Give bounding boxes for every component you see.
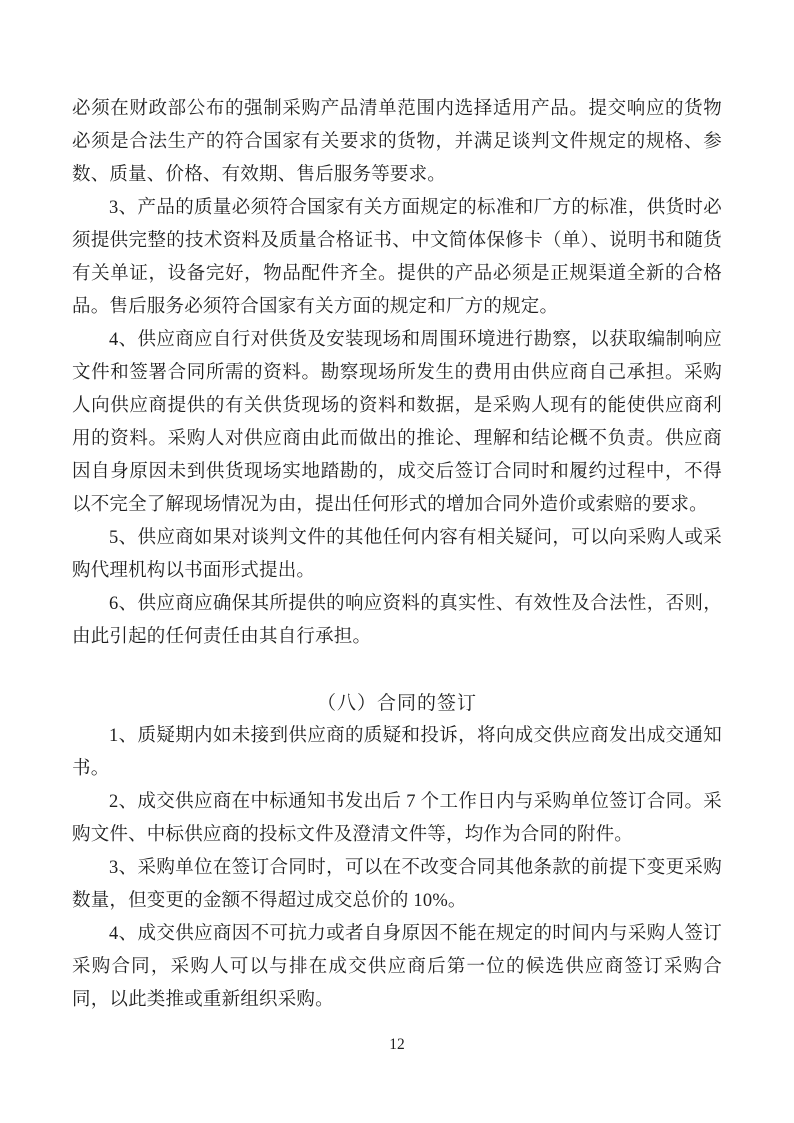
page-body bbox=[72, 93, 722, 1017]
paragraph-item-3: 3、产品的质量必须符合国家有关方面规定的标准和厂方的标准，供货时必须提供完整的技术资料及质量合格证书、中文简体保修卡（单）、说明书和随货有关单证，设备完好，物品配件齐全。提供的产品必须是正规渠道全新的合格品。售后服务必须符合国家有关方面的规定和厂方的规定。 bbox=[72, 198, 722, 317]
paragraph-contract-item-4: 4、成交供应商因不可抗力或者自身原因不能在规定的时间内与采购人签订采购合同，采购人可以与排在成交供应商后第一位的候选供应商签订采购合同，以此类推或重新组织采购。 bbox=[72, 924, 722, 1010]
paragraph-item-6: 6、供应商应确保其所提供的响应资料的真实性、有效性及合法性，否则，由此引起的任何责任由其自行承担。 bbox=[72, 594, 722, 647]
paragraph-item-4: 4、供应商应自行对供货及安装现场和周围环境进行勘察，以获取编制响应文件和签署合同所需的资料。勘察现场所发生的费用由供应商自己承担。采购人向供应商提供的有关供货现场的资料和数据，是采购人现有的能使供应商利用的资料。采购人对供应商由此而做出的推论、理解和结论概不负责。供应商因自身原因未到供货现场实地踏勘的，成交后签订合同时和履约过程中，不得以不完全了解现场情况为由，提出任何形式的增加合同外造价或索赔的要求。 bbox=[72, 330, 722, 515]
paragraph-contract-item-2: 2、成交供应商在中标通知书发出后 7 个工作日内与采购单位签订合同。采购文件、中标供应商的投标文件及澄清文件等，均作为合同的附件。 bbox=[72, 792, 722, 845]
section-heading-contract-signing: （八）合同的签订 bbox=[316, 693, 477, 714]
paragraph-continuation: 必须在财政部公布的强制采购产品清单范围内选择适用产品。提交响应的货物必须是合法生产的符合国家有关要求的货物，并满足谈判文件规定的规格、参数、质量、价格、有效期、售后服务等要求。 bbox=[72, 99, 722, 185]
page-number: 12 bbox=[389, 1036, 405, 1053]
paragraph-contract-item-1: 1、质疑期内如未接到供应商的质疑和投诉，将向成交供应商发出成交通知书。 bbox=[72, 726, 722, 779]
paragraph-contract-item-3: 3、采购单位在签订合同时，可以在不改变合同其他条款的前提下变更采购数量，但变更的金额不得超过成交总价的 10%。 bbox=[72, 858, 722, 911]
paragraph-item-5: 5、供应商如果对谈判文件的其他任何内容有相关疑问，可以向采购人或采购代理机构以书面形式提出。 bbox=[72, 528, 722, 581]
